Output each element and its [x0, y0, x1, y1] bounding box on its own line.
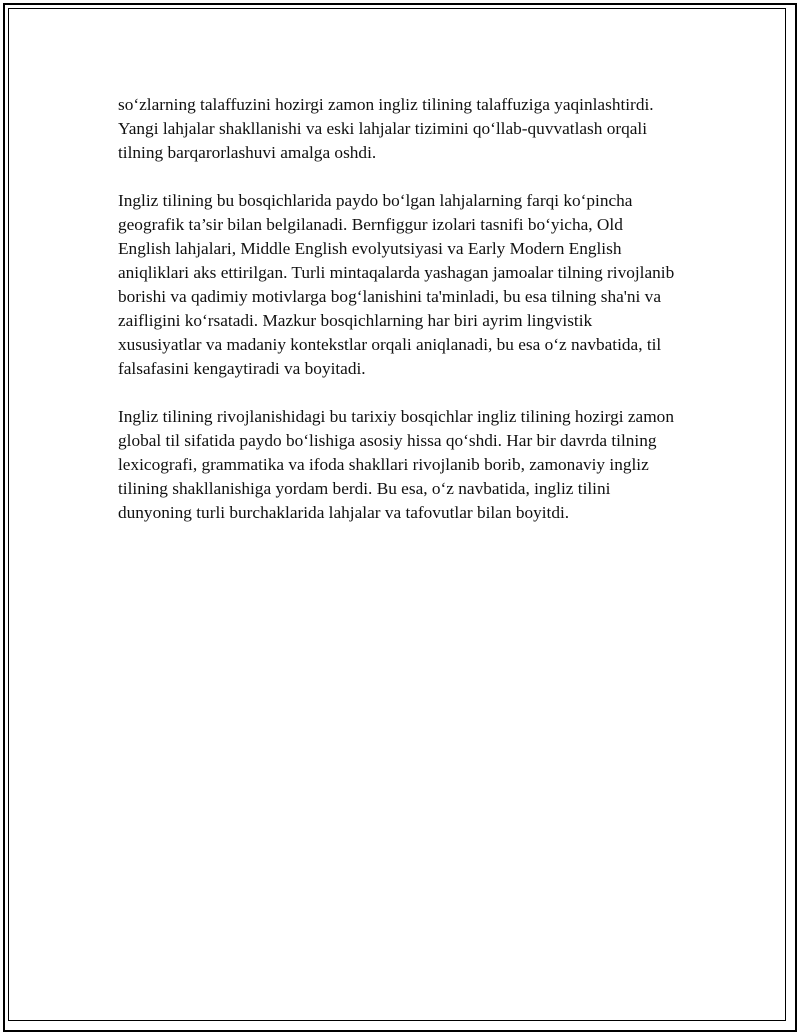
paragraph-3: Ingliz tilining rivojlanishidagi bu tarixiy bosqichlar ingliz tilining hozirgi zamon global til sifatida paydo bo‘lishiga asosiy hissa qo‘shdi. Har bir davrda tilning lexicografi, grammatika va ifoda shakllari rivojlanib borib, zamonaviy ingliz tilining shakllanishiga yordam berdi. Bu esa, o‘z navbatida, ingliz tilini dunyoning turli burchaklarida lahjalar va tafovutlar bilan boyitdi. — [118, 407, 674, 522]
paragraph-1: so‘zlarning talaffuzini hozirgi zamon ingliz tilining talaffuziga yaqinlashtirdi. Yangi lahjalar shakllanishi va eski lahjalar tizimini qo‘llab-quvvatlash orqali tilning barqarorlashuvi amalga oshdi. — [118, 95, 654, 162]
paragraph-2: Ingliz tilining bu bosqichlarida paydo bo‘lgan lahjalarning farqi ko‘pincha geografik ta’sir bilan belgilanadi. Bernfiggur izolari tasnifi bo‘yicha, Old English lahjalari, Middle English evolyutsiyasi va Early Modern English aniqliklari aks ettirilgan. Turli mintaqalarda yashagan jamoalar tilning rivojlanib borishi va qadimiy motivlarga bog‘lanishini ta'minladi, bu esa tilning sha'ni va zaifligini ko‘rsatadi. Mazkur bosqichlarning har biri ayrim lingvistik xususiyatlar va madaniy kontekstlar orqali aniqlanadi, bu esa o‘z navbatida, til falsafasini kengaytiradi va boyitadi. — [118, 191, 675, 378]
document-body — [118, 93, 678, 549]
